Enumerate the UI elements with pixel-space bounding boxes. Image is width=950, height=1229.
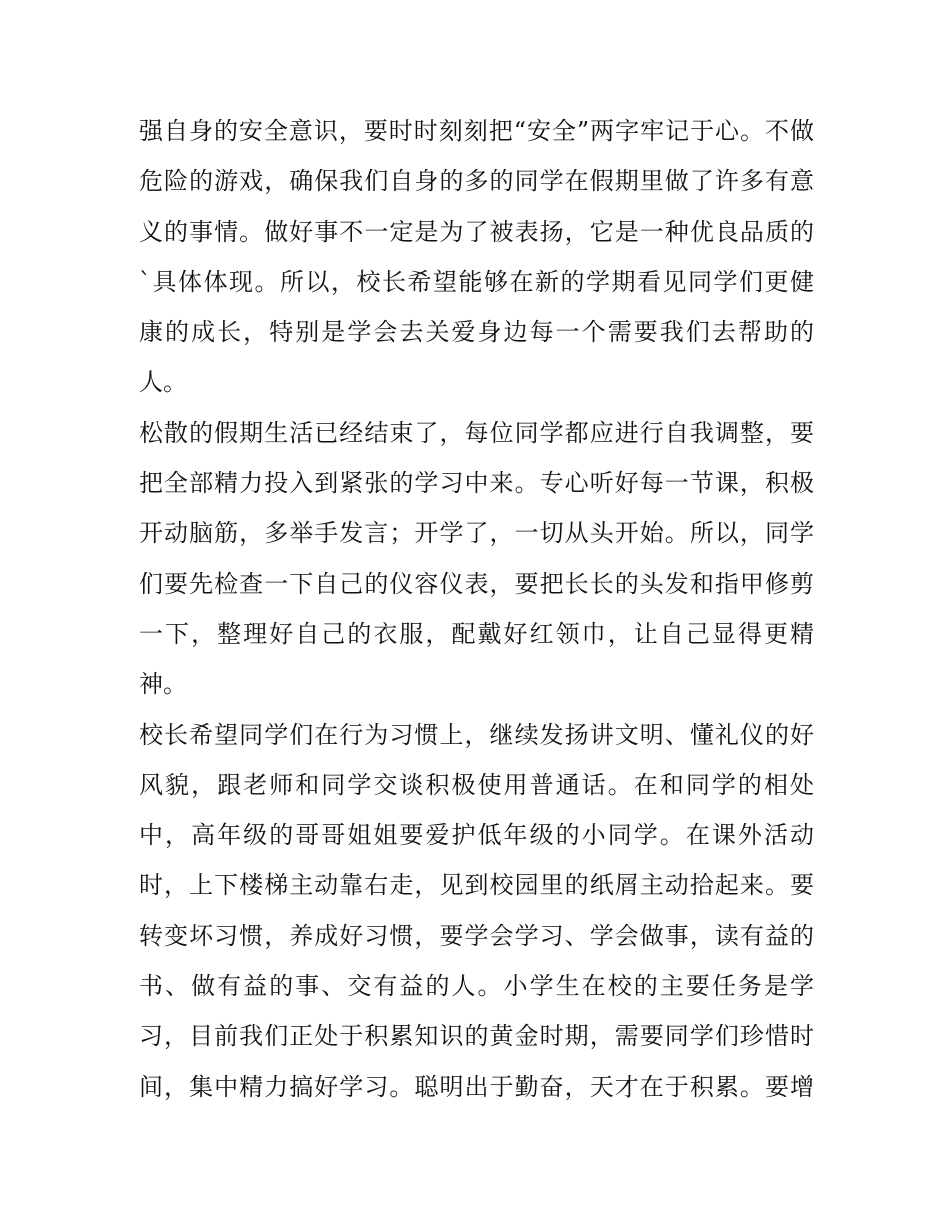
text-line: 神。: [139, 670, 187, 699]
text-line: 习，目前我们正处于积累知识的黄金时期，需要同学们珍惜时: [139, 1022, 814, 1051]
text-line: 时，上下楼梯主动靠右走，见到校园里的纸屑主动拾起来。要: [139, 871, 814, 900]
text-line: 一下，整理好自己的衣服，配戴好红领巾，让自己显得更精: [139, 619, 814, 648]
text-line: 转变坏习惯，养成好习惯，要学会学习、学会做事，读有益的: [139, 921, 814, 950]
text-line: 们要先检查一下自己的仪容仪表，要把长长的头发和指甲修剪: [139, 569, 814, 598]
text-line: 人。: [139, 368, 187, 397]
text-line: 间，集中精力搞好学习。聪明出于勤奋，天才在于积累。要增: [139, 1072, 814, 1101]
text-line: 中，高年级的哥哥姐姐要爱护低年级的小同学。在课外活动: [139, 821, 814, 850]
text-line: 把全部精力投入到紧张的学习中来。专心听好每一节课，积极: [139, 469, 814, 498]
text-line: 校长希望同学们在行为习惯上，继续发扬讲文明、懂礼仪的好: [139, 720, 814, 749]
text-line: 义的事情。做好事不一定是为了被表扬，它是一种优良品质的: [139, 217, 814, 246]
document-body: [139, 106, 814, 1112]
text-line: 开动脑筋，多举手发言；开学了，一切从头开始。所以，同学: [139, 519, 814, 548]
text-line: 康的成长，特别是学会去关爱身边每一个需要我们去帮助的: [139, 318, 814, 347]
text-line: 强自身的安全意识，要时时刻刻把“安全”两字牢记于心。不做: [139, 117, 814, 145]
text-line: 松散的假期生活已经结束了，每位同学都应进行自我调整，要: [139, 418, 814, 447]
text-line: 风貌，跟老师和同学交谈积极使用普通话。在和同学的相处: [139, 770, 814, 799]
text-line: 书、做有益的事、交有益的人。小学生在校的主要任务是学: [139, 972, 814, 1001]
text-line: 危险的游戏，确保我们自身的多的同学在假期里做了许多有意: [139, 167, 814, 196]
text-line: `具体体现。所以，校长希望能够在新的学期看见同学们更健: [139, 267, 814, 296]
